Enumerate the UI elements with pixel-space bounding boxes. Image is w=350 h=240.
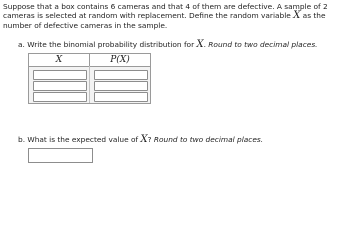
question-b-instruction: Round to two decimal places. <box>153 135 264 144</box>
x-input-row-1[interactable] <box>33 70 87 80</box>
variable-x: X <box>293 10 301 22</box>
px-input-row-2[interactable] <box>94 81 148 91</box>
problem-text-1: Suppose that a box contains 6 cameras and that 4 of them are defective. A sample of 2 cameras is selected at random with replacement. Define the random variable <box>3 2 328 21</box>
x-input-row-3[interactable] <box>33 92 87 102</box>
px-column-header: P(X) <box>90 54 150 66</box>
question-a-dot: . <box>203 40 209 49</box>
px-input-row-3[interactable] <box>94 92 148 102</box>
question-a-text: a. Write the binomial probability distribution for <box>18 40 197 49</box>
problem-statement <box>3 2 345 30</box>
column-divider <box>89 66 90 103</box>
px-input-row-1[interactable] <box>94 70 148 80</box>
question-a-variable: X <box>196 39 204 50</box>
question-b-variable: X <box>140 134 148 145</box>
question-b-text: b. What is the expected value of <box>18 135 141 144</box>
question-b-suffix: ? <box>147 135 154 144</box>
question-b <box>18 135 263 144</box>
probability-table <box>28 53 151 104</box>
problem-text-2: as the number of defective cameras in the sample. <box>3 11 326 30</box>
expected-value-input[interactable] <box>28 148 93 163</box>
question-a <box>18 40 318 49</box>
x-input-row-2[interactable] <box>33 81 87 91</box>
x-column-header: X <box>29 54 90 66</box>
question-a-instruction: Round to two decimal places. <box>208 40 318 49</box>
